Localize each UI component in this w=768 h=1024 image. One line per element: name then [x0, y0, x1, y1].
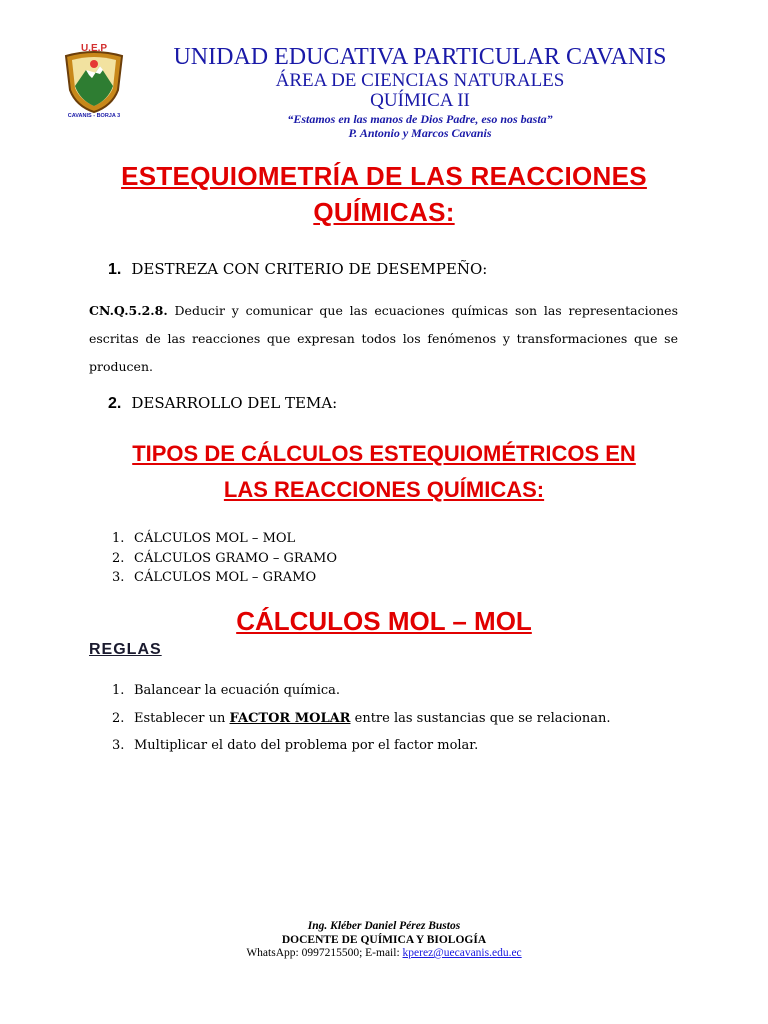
calc-types-title-line2: LAS REACCIONES QUÍMICAS:	[223, 477, 545, 502]
skill-code: CN.Q.5.2.8.	[89, 303, 168, 318]
page-title	[60, 158, 708, 230]
rules-list	[112, 677, 610, 760]
skill-paragraph	[89, 297, 678, 381]
motto-authors: P. Antonio y Marcos Cavanis	[348, 126, 492, 140]
list-item: 2. Establecer un FACTOR MOLAR entre las sustancias que se relacionan.	[112, 710, 611, 726]
page-title-line1: ESTEQUIOMETRÍA DE LAS REACCIONES	[121, 161, 647, 191]
list-item: 1. Balancear la ecuación química.	[112, 683, 341, 698]
section-heading-skill: 1. DESTREZA CON CRITERIO DE DESEMPEÑO:	[108, 260, 488, 278]
footer-teacher-name: Ing. Kléber Daniel Pérez Bustos	[307, 920, 461, 932]
school-motto: “Estamos en las manos de Dios Padre, eso nos basta”	[287, 112, 553, 126]
calc-types-title	[60, 436, 708, 508]
school-name: UNIDAD EDUCATIVA PARTICULAR CAVANIS	[173, 44, 667, 70]
area-name: ÁREA DE CIENCIAS NATURALES	[275, 70, 565, 91]
page-title-line2: QUÍMICAS:	[313, 197, 455, 227]
calc-types-list	[112, 529, 337, 588]
list-item: 1. CÁLCULOS MOL – MOL	[112, 531, 296, 546]
email-link[interactable]: kperez@uecavanis.edu.ec	[402, 947, 522, 959]
footer-contact: WhatsApp: 0997215500; E-mail: kperez@uecavanis.edu.ec	[246, 947, 522, 959]
section-heading-development: 2. DESARROLLO DEL TEMA:	[108, 394, 338, 412]
list-item: 3. CÁLCULOS MOL – GRAMO	[112, 570, 317, 585]
calc-types-title-line1: TIPOS DE CÁLCULOS ESTEQUIOMÉTRICOS EN	[132, 441, 636, 466]
skill-text: Deducir y comunicar que las ecuaciones químicas son las representaciones escritas de las reacciones que expresan todos los fenómenos y transformaciones que se producen.	[89, 303, 678, 374]
subject-name: QUÍMICA II	[370, 90, 470, 111]
svg-text:CAVANIS - BORJA 3: CAVANIS - BORJA 3	[67, 113, 121, 118]
mol-mol-title: CÁLCULOS MOL – MOL	[236, 606, 532, 636]
list-item: 3. Multiplicar el dato del problema por el factor molar.	[112, 738, 479, 753]
factor-molar-term: FACTOR MOLAR	[229, 710, 351, 726]
svg-text:U.E.P: U.E.P	[80, 43, 108, 54]
list-item: 2. CÁLCULOS GRAMO – GRAMO	[112, 550, 338, 566]
footer-teacher-role: DOCENTE DE QUÍMICA Y BIOLOGÍA	[281, 934, 487, 946]
rules-heading: REGLAS	[89, 641, 162, 658]
